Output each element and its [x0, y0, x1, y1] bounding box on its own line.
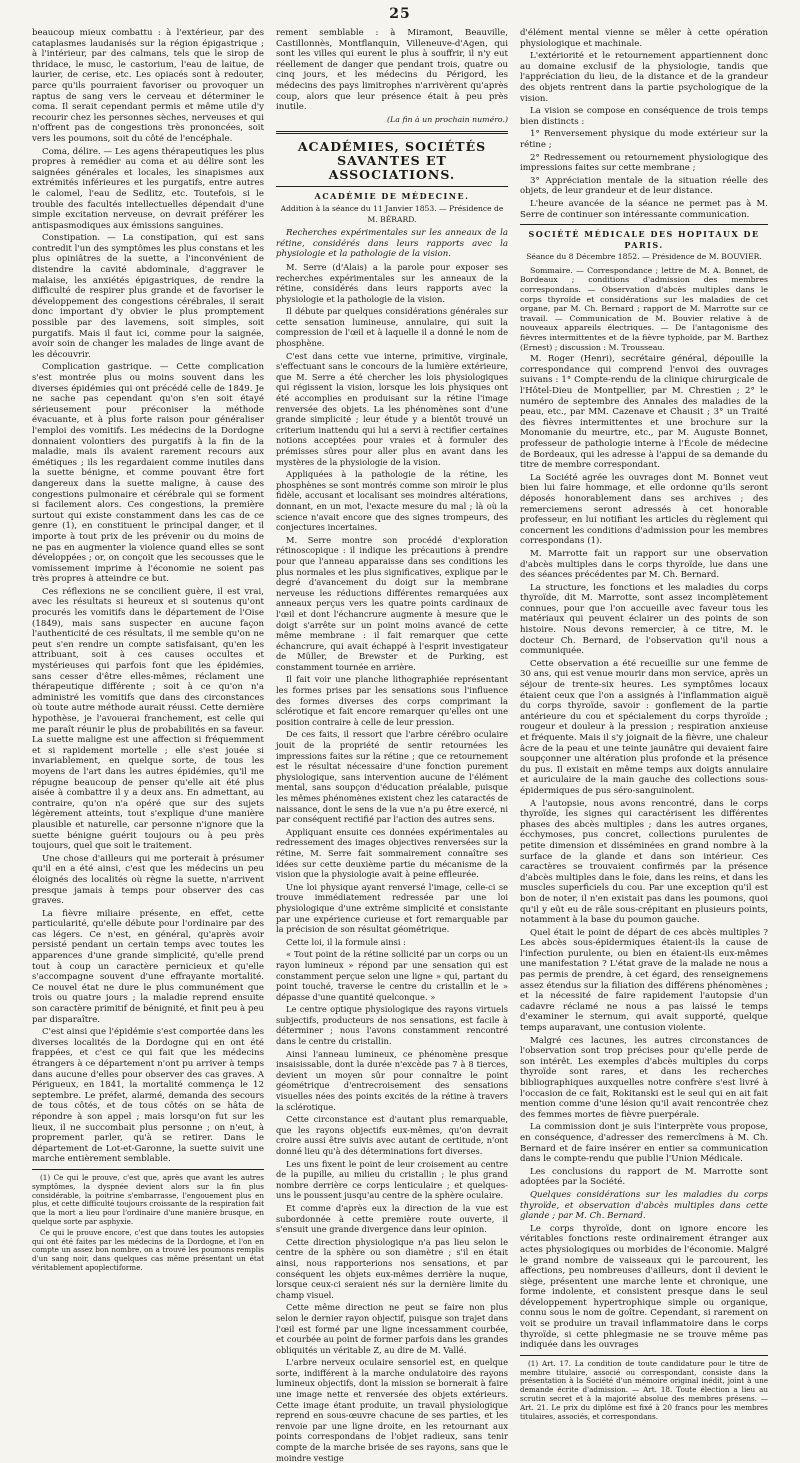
continuation-note: (La fin à un prochain numéro.)	[387, 114, 508, 124]
footnote: Ce qui le prouve encore, c'est que dans toutes les autopsies qui ont été faites par les médecins de la Dordogne, et l'on en compte un assez bon nombre, on a trouvé les poumons remplis d'un sang noir, dans quelques cas même présentant un état véritablement apoplectiforme.	[32, 1227, 264, 1272]
paragraph: Une chose d'ailleurs qui me porterait à présumer qu'il en a été ainsi, c'est que les médecins un peu éloignés des localités où règne la suette, n'arrivent presque jamais à temps pour observer des cas graves.	[32, 853, 264, 907]
paragraph: 2° Redressement ou retournement physiologique des impressions faites sur cette membrane ;	[520, 152, 768, 174]
article-title: Recherches expérimentales sur les anneaux de la rétine, considérés dans leurs rapports avec la physiologie et la pathologie de la vision.	[276, 228, 508, 260]
paragraph: 3° Appréciation mentale de la situation réelle des objets, de leur grandeur et de leur distance.	[520, 175, 768, 197]
paragraph: Le centre optique physiologique des rayons virtuels subjectifs, producteurs de nos sensations, est facile à déterminer ; nous l'avons constamment rencontré dans le centre du cristallin.	[276, 1004, 508, 1047]
paragraph: beaucoup mieux combattu : à l'extérieur, par des cataplasmes laudanisés sur la région épigastrique ; à l'intérieur, par des calmans, tels que le sirop de thridace, le musc, le castorium, l'eau de laitue, de laurier, de cerise, etc. Les opiacés sont à redouter, parce qu'ils pourraient favoriser ou provoquer un raptus de sang vers le cerveau et déterminer le coma. Il serait cependant permis et même utile d'y recourir chez les personnes sèches, nerveuses et qui n'offrent pas de congestions très prononcées, soit vers les poumons, soit du côté de l'encéphale.	[32, 28, 264, 144]
paragraph: Ainsi l'anneau lumineux, ce phénomène presque insaisissable, dont la durée n'excède pas 7 à 8 tierces, devient un moyen sûr pour connaître le point géométrique d'entrecroisement des sensations visuelles nées des points excités de la rétine à travers la sclérotique.	[276, 1048, 508, 1112]
paragraph: Et comme d'après eux la direction de la vue est subordonnée à cette première route ouverte, il s'ensuit une grande divergence dans leur opinion.	[276, 1202, 508, 1235]
footnote: (1) Ce qui le prouve, c'est que, après que avant les autres symptômes, la dyspnée devient alors sur la fin plus considérable, la poitrine s'embarrasse, l'engouement plus en plus, et cette difficulté toujours croissante de la respiration fait que la mort a lieu pour l'ordinaire d'une manière brusque, en quelque sorte par asphyxie.	[32, 1172, 264, 1226]
paragraph: C'est ainsi que l'épidémie s'est comportée dans les diverses localités de la Dordogne qui en ont été frappées, et c'est ce qui fait que les médecins étrangers à ce département n'ont pu arriver à temps dans aucune d'elles pour observer des cas graves. A Périgueux, en 1841, la mortalité commença le 12 septembre. Le préfet, alarmé, demanda des secours de tous côtés, et de tous côtés on se hâta de répondre à son appel ; mais lorsqu'on fut sur les lieux, il ne succombait plus personne ; on n'eut, à proprement parler, qu'à se retirer. Dans le département de Lot-et-Garonne, la suette suivit une marche entièrement semblable.	[32, 1027, 264, 1165]
paragraph: Les uns fixent le point de leur croisement au centre de la pupille, au milieu du cristallin ; le plus grand nombre derrière ce corps lenticulaire ; et quelques-uns le poussent jusqu'au centre de la sphère oculaire.	[276, 1158, 508, 1201]
paragraph: M. Serre (d'Alais) a la parole pour exposer ses recherches expérimentales sur les anneaux de la rétine, considérés dans leurs rapports avec la physiologie et la pathologie de la vision.	[276, 261, 508, 304]
paragraph: De ces faits, il ressort que l'arbre cérébro oculaire jouit de la propriété de sentir retournées les impressions faites sur la rétine ; que ce retournement est le résultat nécessaire d'une fonction purement physiologique, sans intervention aucune de l'élément mental, sans soupçon d'éducation préalable, puisque les mêmes phénomènes existent chez les cataractés de naissance, dont le sens de la vue n'a pu être exercé, ni par conséquent rectifié par l'action des autres sens.	[276, 729, 508, 825]
footnote-divider	[520, 1355, 768, 1356]
section-divider	[520, 224, 768, 225]
paragraph: Coma, délire. — Les agens thérapeutiques les plus propres à remédier au coma et au délire sont les saignées générales et locales, les sinapismes aux extrémités inférieures et les purgatifs, entre autres le calomel, l'eau de Sedlitz, etc. Toutefois, si le trouble des facultés intellectuelles dépendait d'une simple excitation nerveuse, on devrait préférer les antispasmodiques aux émissions sanguines.	[32, 146, 264, 231]
paragraph: M. Roger (Henri), secrétaire général, dépouille la correspondance qui comprend l'envoi des ouvrages suivans : 1° Compte-rendu de la clinique chirurgicale de l'Hôtel-Dieu de Montpellier, par M. Chrestien ; 2° le numéro de septembre des Annales des maladies de la peau, etc., par MM. Cazenave et Chausit ; 3° un Traité des fièvres intermittentes et une brochure sur la Monomanie du meurtre, etc., par M. Auguste Bonnet, professeur de pathologie interne à l'École de médecine de Bordeaux, qui les adresse à l'appui de sa demande du titre de membre correspondant.	[520, 354, 768, 471]
footnotes	[520, 1360, 768, 1422]
paragraph: Constipation. — La constipation, qui est sans contredit l'un des symptômes les plus constans et les plus opiniâtres de la suette, a l'inconvénient de distendre la cavité abdominale, d'aggraver le malaise, les anxiétés épigastriques, de rendre la difficulté de respirer plus grande et de favoriser le développement des congestions cérébrales, il serait donc important d'y obvier le plus promptement possible par des lavemens, soit simples, soit purgatifs. Mais il faut ici, comme pour la saignée, avoir soin de changer les malades de linge avant de les découvrir.	[32, 233, 264, 360]
paragraph: La vision se compose en conséquence de trois temps bien distincts :	[520, 106, 768, 127]
paragraph: L'extériorité et le retournement appartiennent donc au domaine exclusif de la physiologie, tandis que l'appréciation du lieu, de la distance et de la grandeur des objets rentrent dans la partie psychologique de la vision.	[520, 51, 768, 104]
paragraph: La commission dont je suis l'interprète vous propose, en conséquence, d'adresser des remercîmens à M. Ch. Bernard et de faire insérer en entier sa communication dans le compte-rendu que publie l'Union Médicale.	[520, 1122, 768, 1165]
session-line: Séance du 8 Décembre 1852. — Présidence de M. BOUVIER.	[526, 252, 762, 262]
paragraph: La Société agrée les ouvrages dont M. Bonnet veut bien lui faire hommage, et elle ordonne qu'ils seront déposés honorablement dans ses archives ; des remerciemens seront adressés à cet honorable professeur, en lui notifiant les articles du règlement qui concernent les conditions d'admission pour les membres correspondans (1).	[520, 472, 768, 547]
footnotes	[32, 1174, 264, 1273]
session-line: Addition à la séance du 11 Janvier 1853. — Présidence de M. BÉRARD.	[280, 203, 504, 224]
section-title: ACADÉMIES, SOCIÉTÉS SAVANTES ET ASSOCIATIONS.	[297, 139, 487, 183]
paragraph: Appliquées à la pathologie de la rétine, les phosphènes se sont montrés comme son miroir le plus fidèle, accusant et localisant ses moindres altérations, donnant, en un mot, l'exacte mesure du mal ; là où la science n'avait encore que des signes trompeurs, des conjectures incertaines.	[276, 469, 508, 533]
paragraph: Cette observation a été recueillie sur une femme de 30 ans, qui est venue mourir dans mon service, après un séjour de trente-six heures. Les symptômes locaux étaient ceux que l'on a assignés à l'inflammation aiguë du corps thyroïde, savoir : gonflement de la partie antérieure du cou et spécialement du corps thyroïde ; rougeur et douleur à la pression ; respiration anxieuse et fréquente. Mais il s'y joignait de la fièvre, une chaleur âcre de la peau et une teinte jaunâtre qui devaient faire soupçonner une altération plus profonde et la présence du pus. Il existait en même temps aux doigts annulaire et auriculaire de la main gauche des collections sous-épidermiques de pus séro-sanguinolent.	[520, 658, 768, 796]
section-divider	[276, 186, 508, 187]
paragraph: Cette loi, il la formule ainsi :	[286, 936, 406, 947]
column-2	[276, 28, 508, 1463]
paragraph: L'heure avancée de la séance ne permet pas à M. Serre de continuer son intéressante communication.	[520, 198, 768, 220]
paragraph: Cette même direction ne peut se faire non plus selon le dernier rayon objectif, puisque son trajet dans l'œil est formé par une ligne incessamment courbée, et courbée au point de former parfois dans les grandes obliquités un véritable Z, au dire de M. Vallé.	[276, 1302, 508, 1355]
paragraph: Complication gastrique. — Cette complication s'est montrée plus ou moins souvent dans les diverses épidémies qui ont précédé celle de 1849. Je ne sache pas cependant qu'on s'en soit étayé sérieusement pour préconiser la méthode évacuante, et à plus forte raison pour généraliser l'emploi des vomitifs. Les médecins de la Dordogne donnaient volontiers des purgatifs à la fin de la maladie, mais ils avaient rarement recours aux émétiques ; ils les regardaient comme inutiles dans la suette bénigne, et comme pouvant être fort dangereux dans la suette maligne, à cause des congestions pulmonaire et cérébrale qui se forment si facilement alors. Ces congestions, la première surtout qui existe constamment dans les cas de ce genre (1), en constituent le principal danger, et il importe à tout prix de les prévenir ou du moins de ne pas en augmenter la violence quand elles se sont développées ; or, on conçoit que les secousses que le vomissement imprime à l'économie ne soient pas très propres à atteindre ce but.	[32, 362, 264, 585]
paragraph: Ces réflexions ne se concilient guère, il est vrai, avec les résultats si heureux et si soutenus qu'ont procurés les vomitifs dans le département de l'Oise (1849), mais sans suspecter en aucune façon l'authenticité de ces résultats, il me semble qu'on ne peut s'en rendre un compte satisfaisant, qu'en les attribuant, soit à ces causes occultes et mystérieuses qui parfois font que les épidémies, sans cesser d'être elles-mêmes, réclament une thérapeutique différente ; soit à ce qu'on n'a administré les vomitifs que dans des circonstances où toute autre méthode aurait réussi. Cette dernière hypothèse, je l'avouerai franchement, est celle qui me paraît réunir le plus de probabilités en sa faveur. La suette maligne est une affection si fréquemment et si rapidement mortelle ; elle s'est jouée si invariablement, en quelque sorte, de tous les moyens de l'art dans les autres épidémies, qu'il me répugne beaucoup de penser qu'elle ait été plus aisée à combattre il y a deux ans. En admettant, au contraire, qu'on n'a opéré que sur des sujets légèrement atteints, tout s'explique d'une manière plausible et naturelle, car personne n'ignore que la suette bénigne guérit toujours ou à peu près toujours, quel que soit le traitement.	[32, 586, 264, 852]
paragraph: Une loi physique ayant renversé l'image, celle-ci se trouve immédiatement redressée par une loi physiologique d'une extrême simplicité et consistante par une expérience curieuse et fort remarquable par la précision de son résultat géométrique.	[276, 881, 508, 935]
paragraph: Cette circonstance est d'autant plus remarquable, que les rayons objectifs eux-mêmes, qu'on devrait croire aussi être suivis avec autant de certitude, n'ont donné lieu qu'à des déterminations fort diverses.	[276, 1114, 508, 1156]
paragraph: La fièvre miliaire présente, en effet, cette particularité, qu'elle débute pour l'ordinaire par des cas légers. Ce n'est, en général, qu'après avoir persisté pendant un certain temps avec toutes les apparences d'une grande simplicité, qu'elle prend tout à coup un caractère pernicieux et qu'elle s'accompagne souvent d'une effrayante mortalité. Ce nouvel état ne dure le plus communément que trois ou quatre jours ; la maladie reprend ensuite son caractère primitif de bénignité, et finit peu à peu par disparaître.	[32, 908, 264, 1025]
paragraph: rement semblable : à Miramont, Beauville, Castillonnès, Montflanquin, Villeneuve-d'Agen, qui sont les villes qui eurent le plus à souffrir, il n'y eut réellement de danger que pendant trois, quatre ou cinq jours, et les médecins du Périgord, les médecins des pays limitrophes n'arrivèrent qu'après coup, alors que leur présence était à peu près inutile.	[276, 28, 508, 113]
paragraph: 1° Renversement physique du mode extérieur sur la rétine ;	[520, 129, 768, 150]
paragraph: C'est dans cette vue interne, primitive, virginale, s'effectuant sans le concours de la lumière extérieure, que M. Serre a été chercher les lois physiologiques qui régissent la vision, lorsque les lois physiques ont été accomplies en produisant sur la rétine l'image renversée des objets. La les phénomènes sont d'une grande simplicité ; leur étude y a bientôt trouvé un criterium inattendu qui lui a servi à rectifier certaines notions acceptées pour vraies et à formuler des prémisses sûres pour aller plus en avant dans les mystères de la physiologie de la vision.	[276, 350, 508, 467]
paragraph: L'arbre nerveux oculaire sensoriel est, en quelque sorte, indifférent à la marche ondulatoire des rayons lumineux objectifs, dont la mission se bornerait à faire une image nette et renversée des objets extérieurs. Cette image étant produite, un travail physiologique reprend en sous-œuvre chacune de ses parties, et les renvoie par une ligne droite, en les retournant aux points correspondans de l'objet radieux, sans tenir compte de la marche brisée de ses rayons, sans que le moindre vestige	[276, 1357, 508, 1463]
article-title: Quelques considérations sur les maladies du corps thyroïde, et observation d'abcès multiples dans cette glande ; par M. Ch. Bernard.	[520, 1189, 768, 1222]
footnote: (1) Art. 17. La condition de toute candidature pour le titre de membre titulaire, associé ou correspondant, consiste dans la présentation à la Société d'un mémoire original inédit, joint à une demande écrite d'admission. — Art. 18. Toute élection a lieu au scrutin secret et à la majorité absolue des membres présens. — Art. 21. Le prix du diplôme est fixé à 20 francs pour les membres titulaires, associés, et correspondans.	[520, 1358, 768, 1421]
paragraph: d'élément mental vienne se mêler à cette opération physiologique et machinale.	[520, 28, 768, 49]
paragraph: Le corps thyroïde, dont on ignore encore les véritables fonctions reste ordinairement étranger aux actes physiologiques ou morbides de l'économie. Malgré le grand nombre de vaisseaux qui le parcourent, les affections, peu nombreuses d'ailleurs, dont il devient le siège, présentent une marche lente et chronique, une forme indolente, et consistent presque dans le seul développement hypertrophique simple ou organique, connu sous le nom de goître. Cependant, si rarement on voit se produire un travail inflammatoire dans le corps thyroïde, si cette phlegmasie ne se trouve même pas indiquée dans les ouvrages	[520, 1223, 768, 1351]
paragraph: Quel était le point de départ de ces abcès multiples ? Les abcès sous-épidermiques étaient-ils la cause de l'infection purulente, ou bien en étaient-ils eux-mêmes une manifestation ? L'état grave de la malade ne nous a pas permis de prendre, à cet égard, des renseignemens assez étendus sur la filiation des différens phénomènes ; et la nécessité de faire rapidement l'autopsie d'un cadavre réclamé ne nous a pas laissé le temps d'examiner le sternum, qui avait supporté, quelque temps auparavant, une contusion violente.	[520, 927, 768, 1034]
section-divider	[276, 131, 508, 134]
paragraph: Appliquant ensuite ces données expérimentales au redressement des images objectives renversées sur la rétine, M. Serre fait sommairement connaître ses idées sur cette deuxième partie du mécanisme de la vision que la physiologie avait à peine effleurée.	[276, 826, 508, 880]
paragraph: A l'autopsie, nous avons rencontré, dans le corps thyroïde, les signes qui caractérisent les différentes phases des abcès multiples ; dans les autres organes, écchymoses, pus concret, collections purulentes de petite dimension et disséminées en grand nombre à la surface de la glande et dans son intérieur. Ces caractères se trouvaient confirmés par la présence d'abcès multiples dans le foie, dans les reins, et dans les muscles superficiels du cou. Par une exception qu'il est bon de noter, il n'en existait pas dans les poumons, quoi qu'il y eût eu de râle sous-crépitant en plusieurs points, notamment à la base du poumon gauche.	[520, 798, 768, 926]
paragraph: « Tout point de la rétine sollicité par un corps ou un rayon lumineux » répond par une sensation qui est constamment perçue selon une ligne » qui, partant du point touché, traverse le centre du cristallin et le » dépasse d'une quantité quelconque. »	[276, 949, 508, 1002]
paragraph: Malgré ces lacunes, les autres circonstances de l'observation sont trop précises pour qu'elle perde de son intérêt. Les exemples d'abcès multiples du corps thyroïde sont rares, et dans les recherches bibliographiques auxquelles notre confrère s'est livré à l'occasion de ce fait, Rokitanski est le seul qui en ait fait mention comme d'une lésion qu'il avait rencontrée chez des femmes mortes de fièvre puerpérale.	[520, 1035, 768, 1120]
society-title: ACADÉMIE DE MÉDECINE.	[314, 191, 470, 202]
paragraph: M. Marrotte fait un rapport sur une observation d'abcès multiples dans le corps thyroïde, lue dans une des séances précédentes par M. Ch. Bernard.	[520, 548, 768, 581]
paragraph: M. Serre montre son procédé d'exploration rétinoscopique : il indique les précautions à prendre pour que l'anneau apparaisse dans ses conditions les plus normales et les plus significatives, explique par le degré d'avancement du doigt sur la membrane nerveuse les réductions différentes remarquées aux anneaux perçus vers les quatre points cardinaux de l'œil et dont l'échancrure augmente à mesure que le doigt s'arrête sur un point moins avancé de cette même membrane : il fait remarquer que cette échancrure, qui avait échappé à l'esprit investigateur de Müller, de Brewster et de Purking, est constamment tournée en arrière.	[276, 534, 508, 672]
paragraph: La structure, les fonctions et les maladies du corps thyroïde, dit M. Marrotte, sont assez incomplètement connues, pour que l'on accueille avec faveur tous les matériaux qui peuvent éclairer un des points de son histoire. Nous devons remercier, à ce titre, M. le docteur Ch. Bernard, de l'observation qu'il nous a communiquée.	[520, 582, 768, 657]
footnote-divider	[32, 1169, 264, 1170]
paragraph: Cette direction physiologique n'a pas lieu selon le centre de la sphère ou son diamètre ; s'il en était ainsi, nous rapporterions nos sensations, et par conséquent les objets eux-mêmes derrière la nuque, lorsque ceux-ci seraient nés sur la dernière limite du champ visuel.	[276, 1236, 508, 1300]
page-number: 25	[389, 6, 411, 22]
paragraph: Il débute par quelques considérations générales sur cette sensation lumineuse, annulaire, qui suit la compression de l'œil et à laquelle il a donné le nom de phosphène.	[276, 306, 508, 349]
paragraph: Les conclusions du rapport de M. Marrotte sont adoptées par la Société.	[520, 1166, 768, 1188]
column-1	[32, 28, 264, 1272]
paragraph: Il fait voir une planche lithographiée représentant les formes prises par les sensations sous l'influence des formes diverses des corps comprimant la sclérotique et fait encore remarquer qu'elles ont une position contraire à celle de leur pression.	[276, 674, 508, 727]
society-title: SOCIÉTÉ MÉDICALE DES HOPITAUX DE PARIS.	[528, 229, 760, 250]
column-3	[520, 28, 768, 1421]
summary: Sommaire. — Correspondance ; lettre de M. A. Bonnet, de Bordeaux ; conditions d'admission des membres correspondans. — Observation d'abcès multiples dans le corps thyroïde et considérations sur les maladies de cet organe, par M. Ch. Bernard ; rapport de M. Marrotte sur ce travail. — Communication de M. Bouvier relative à de nouveaux appareils électriques. — De l'antagonisme des fièvres intermittentes et de la fièvre typhoïde, par M. Barthez (Ernest) ; discussion : M. Trousseau.	[520, 265, 768, 352]
